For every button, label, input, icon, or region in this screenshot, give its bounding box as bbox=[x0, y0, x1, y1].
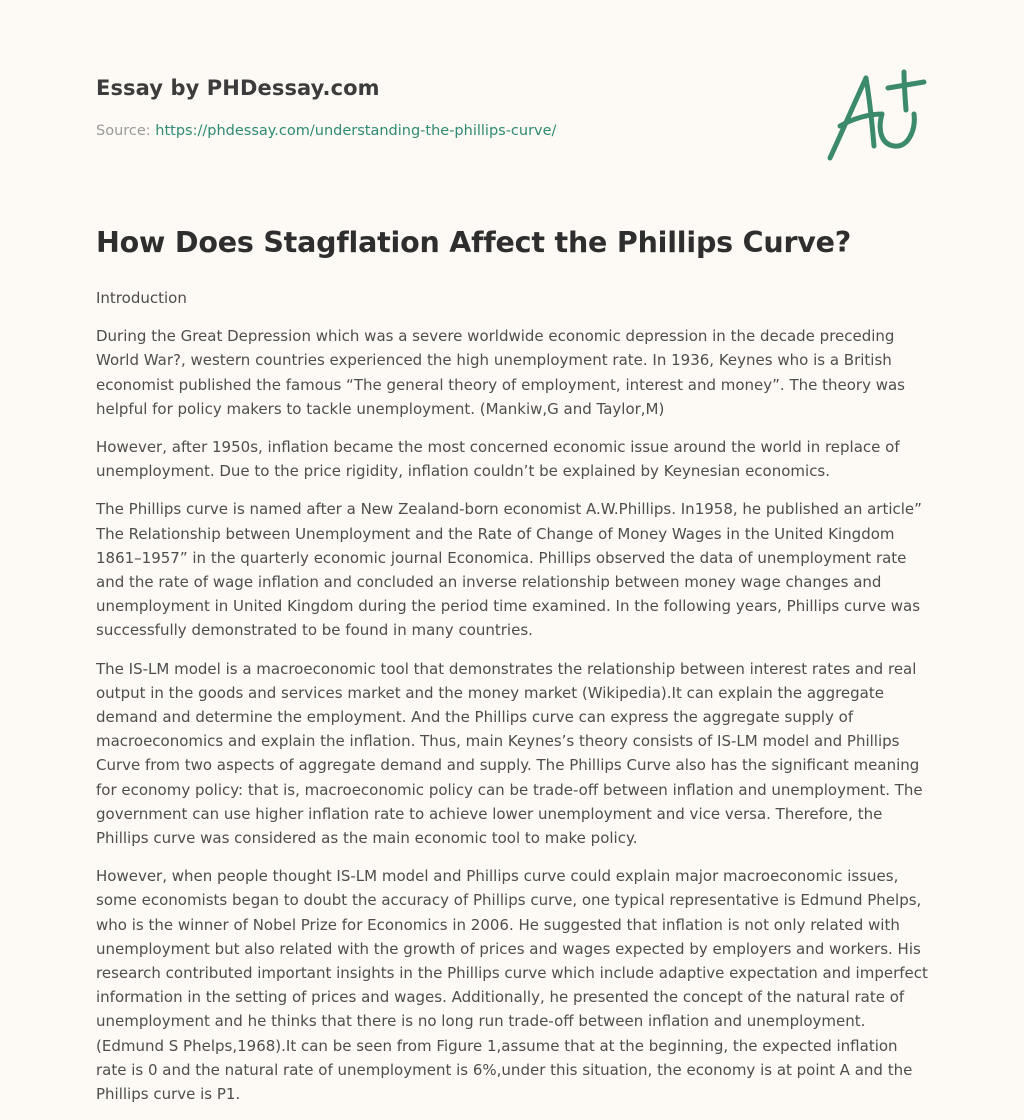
site-title: Essay by PHDessay.com bbox=[96, 76, 380, 100]
paragraph: The Phillips curve is named after a New Zealand-born economist A.W.Phillips. In1958, he published an article” The Relationship between Unemployment and the Rate of Change of Money Wages in the United Kingdom 1861–1957” in the quarterly economic journal Economica. Phillips observed the data of unemployment rate and the rate of wage inflation and concluded an inverse relationship between money wage changes and unemployment in United Kingdom during the period time examined. In the following years, Phillips curve was successfully demonstrated to be found in many countries. bbox=[96, 500, 922, 640]
essay-title: How Does Stagflation Affect the Phillips Curve? bbox=[96, 226, 852, 259]
source-line bbox=[96, 123, 556, 139]
paragraph: The IS-LM model is a macroeconomic tool that demonstrates the relationship between interest rates and real output in the goods and services market and the money market (Wikipedia).It can explain the aggregate demand and determine the employment. And the Phillips curve can express the aggregate supply of macroeconomics and explain the inflation. Thus, main Keynes’s theory consists of IS-LM model and Phillips Curve from two aspects of aggregate demand and supply. The Phillips Curve also has the significant meaning for economy policy: that is, macroeconomic policy can be trade-off between inflation and unemployment. The government can use higher inflation rate to achieve lower unemployment and vice versa. Therefore, the Phillips curve was considered as the main economic tool to make policy. bbox=[96, 659, 923, 848]
section-label: Introduction bbox=[96, 289, 187, 307]
essay-body bbox=[96, 286, 932, 1120]
paragraph: However, when people thought IS-LM model and Phillips curve could explain major macroeconomic issues, some economists began to doubt the accuracy of Phillips curve, one typical representative is Edmund Phelps, who is the winner of Nobel Prize for Economics in 2006. He suggested that inflation is not only related with unemployment but also related with the growth of prices and wages expected by employers and workers. His research contributed important insights in the Phillips curve which include adaptive expectation and imperfect information in the setting of prices and wages. Additionally, he presented the concept of the natural rate of unemployment and he thinks that there is no long run trade-off between inflation and unemployment. (Edmund S Phelps,1968).It can be seen from Figure 1,assume that at the beginning, the expected inflation rate is 0 and the natural rate of unemployment is 6%,under this situation, the economy is at point A and the Phillips curve is P1. bbox=[96, 867, 928, 1104]
source-label: Source: bbox=[96, 123, 151, 139]
a-plus-logo bbox=[820, 64, 930, 174]
source-link[interactable]: https://phdessay.com/understanding-the-phillips-curve/ bbox=[155, 123, 557, 139]
paragraph: However, after 1950s, inflation became the most concerned economic issue around the world in replace of unemployment. Due to the price rigidity, inflation couldn’t be explained by Keynesian economics. bbox=[96, 438, 900, 481]
paragraph: During the Great Depression which was a severe worldwide economic depression in the decade preceding World War?, western countries experienced the high unemployment rate. In 1936, Keynes who is a British economist published the famous “The general theory of employment, interest and money”. The theory was helpful for policy makers to tackle unemployment. (Mankiw,G and Taylor,M) bbox=[96, 327, 905, 418]
